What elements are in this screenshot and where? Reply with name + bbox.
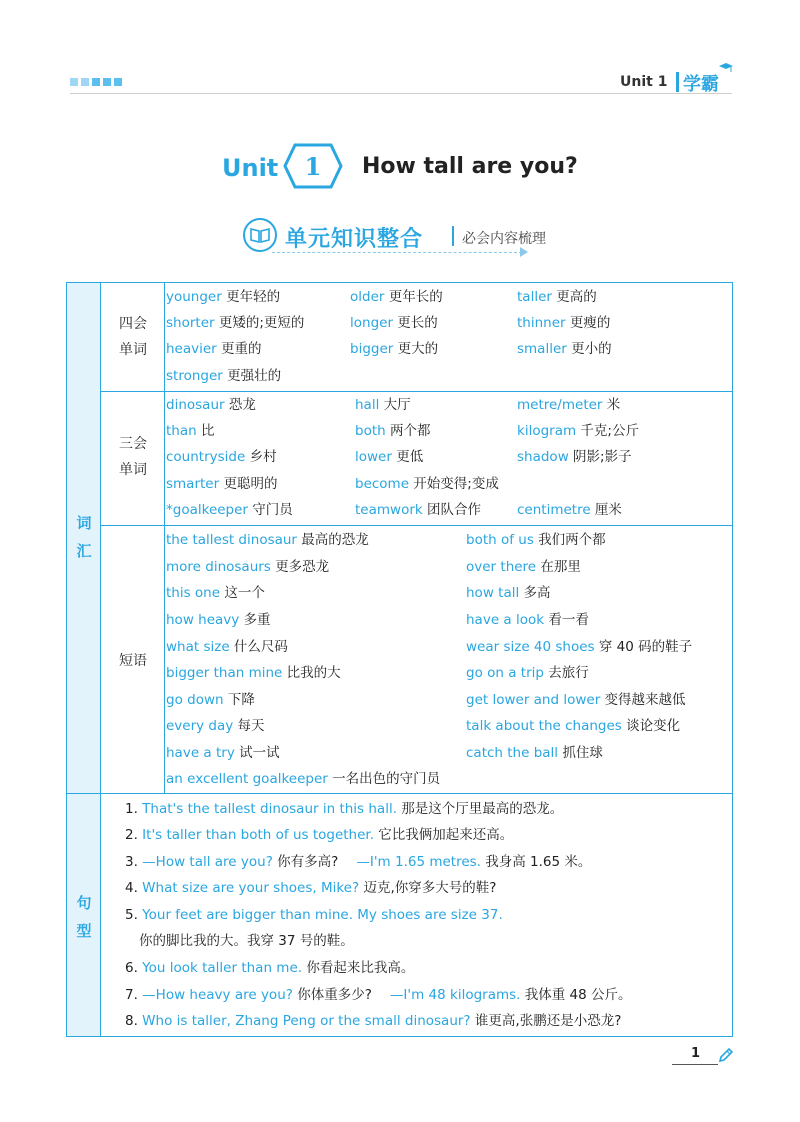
page-number-rule (672, 1064, 718, 1065)
sentence-item: 1. That's the tallest dinosaur in this hall. 那是这个厅里最高的恐龙。 (125, 801, 564, 817)
vocab-word: thinner 更瘦的 (517, 315, 611, 331)
sentence-label-1: 句 (76, 894, 92, 912)
graduation-cap-icon (719, 62, 733, 74)
phrase-item: have a look 看一看 (466, 612, 589, 628)
sentence-item: 你的脚比我的大。我穿 37 号的鞋。 (139, 933, 354, 949)
phrase-item: the tallest dinosaur 最高的恐龙 (166, 532, 369, 548)
sentence-item: 8. Who is taller, Zhang Peng or the small dinosaur? 谁更高,张鹏还是小恐龙? (125, 1013, 622, 1029)
phrase-item: an excellent goalkeeper 一名出色的守门员 (166, 771, 441, 787)
vocab-category-cell (67, 283, 101, 793)
vocab-word: hall 大厅 (355, 397, 411, 413)
phrase-item: have a try 试一试 (166, 745, 280, 761)
section-dash-line (272, 252, 522, 253)
header-decoration (70, 78, 122, 86)
section-subtitle: 必会内容梳理 (462, 231, 546, 247)
vocab-word: centimetre 厘米 (517, 502, 622, 518)
four-skill-label-2: 单词 (119, 342, 147, 358)
four-skill-label-1: 四会 (119, 316, 147, 332)
header-unit-label: Unit 1 (620, 74, 668, 90)
phrase-item: how heavy 多重 (166, 612, 271, 628)
book-icon (242, 217, 278, 253)
row-divider (101, 391, 732, 392)
three-skill-label-1: 三会 (119, 436, 147, 452)
sentence-label-2: 型 (76, 922, 92, 940)
phrase-item: every day 每天 (166, 718, 265, 734)
vocab-word: stronger 更强壮的 (166, 368, 282, 384)
section-arrow-icon (520, 247, 528, 257)
page-number: 1 (691, 1046, 701, 1061)
header-divider (676, 72, 679, 92)
vocab-word: smarter 更聪明的 (166, 476, 278, 492)
vocab-word: shadow 阴影;影子 (517, 449, 632, 465)
vocab-label-2: 汇 (76, 542, 92, 560)
knowledge-table (66, 282, 733, 1037)
sentence-item: 6. You look taller than me. 你看起来比我高。 (125, 960, 415, 976)
phrase-item: how tall 多高 (466, 585, 551, 601)
vocab-word: shorter 更矮的;更短的 (166, 315, 305, 331)
phrase-item: both of us 我们两个都 (466, 532, 606, 548)
vocab-word: *goalkeeper 守门员 (166, 502, 293, 518)
sentence-item: 3. —How tall are you? 你有多高? —I'm 1.65 metres. 我身高 1.65 米。 (125, 854, 592, 870)
vocab-label-1: 词 (76, 514, 92, 532)
header-rule (70, 93, 732, 94)
vocab-word: become 开始变得;变成 (355, 476, 499, 492)
vocab-word: both 两个都 (355, 423, 431, 439)
phrase-item: bigger than mine 比我的大 (166, 665, 341, 681)
vocab-word: dinosaur 恐龙 (166, 397, 256, 413)
section-divider (452, 226, 454, 246)
vocab-word: than 比 (166, 423, 215, 439)
section-title: 单元知识整合 (285, 227, 424, 252)
unit-word: Unit (222, 154, 279, 182)
vocab-word: lower 更低 (355, 449, 424, 465)
vocab-word: metre/meter 米 (517, 397, 621, 413)
row-divider (101, 525, 732, 526)
sentence-item: 7. —How heavy are you? 你体重多少? —I'm 48 kilograms. 我体重 48 公斤。 (125, 987, 632, 1003)
phrase-item: what size 什么尺码 (166, 639, 288, 655)
page-title: How tall are you? (362, 154, 578, 179)
vocab-word: older 更年长的 (350, 289, 443, 305)
phrase-item: over there 在那里 (466, 559, 581, 575)
vocab-word: taller 更高的 (517, 289, 597, 305)
brand-logo: 学霸 (683, 74, 719, 95)
phrase-item: this one 这一个 (166, 585, 265, 601)
phrase-item: wear size 40 shoes 穿 40 码的鞋子 (466, 639, 693, 655)
three-skill-label-2: 单词 (119, 462, 147, 478)
unit-number-badge (283, 143, 343, 189)
sentence-item: 4. What size are your shoes, Mike? 迈克,你穿多大号的鞋? (125, 880, 497, 896)
vocab-word: heavier 更重的 (166, 341, 262, 357)
vocab-word: younger 更年轻的 (166, 289, 281, 305)
phrase-item: get lower and lower 变得越来越低 (466, 692, 686, 708)
vocab-word: kilogram 千克;公斤 (517, 423, 639, 439)
phrase-item: talk about the changes 谈论变化 (466, 718, 681, 734)
sentence-item: 5. Your feet are bigger than mine. My shoes are size 37. (125, 907, 503, 923)
phrase-item: go down 下降 (166, 692, 255, 708)
phrase-item: catch the ball 抓住球 (466, 745, 603, 761)
vocab-word: longer 更长的 (350, 315, 438, 331)
unit-number: 1 (304, 152, 322, 181)
phrase-item: more dinosaurs 更多恐龙 (166, 559, 330, 575)
pencil-icon (717, 1046, 733, 1064)
vocab-word: teamwork 团队合作 (355, 502, 481, 518)
phrase-item: go on a trip 去旅行 (466, 665, 589, 681)
vocab-word: countryside 乡村 (166, 449, 277, 465)
vocab-word: smaller 更小的 (517, 341, 612, 357)
vocab-word: bigger 更大的 (350, 341, 439, 357)
row-divider (101, 793, 732, 794)
phrase-label: 短语 (119, 653, 147, 669)
sentence-item: 2. It's taller than both of us together. 它比我俩加起来还高。 (125, 827, 514, 843)
